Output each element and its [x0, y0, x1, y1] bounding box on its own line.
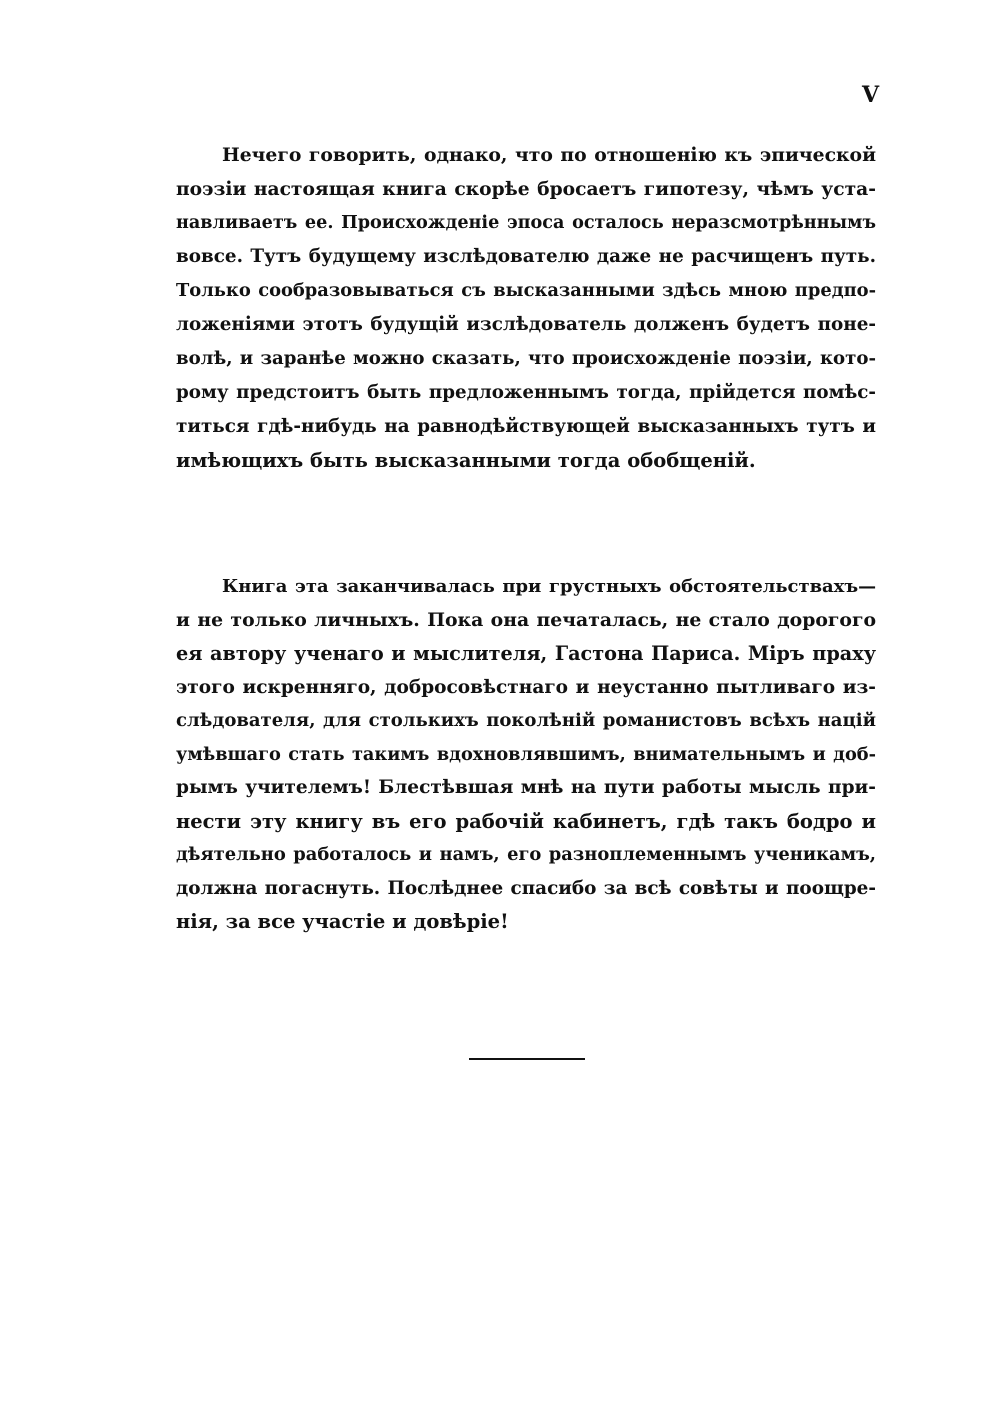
text-line: ея автору ученаго и мыслителя, Гастона Париса. Міръ праху [176, 642, 876, 665]
text-line: Только сообразовываться съ высказанными здѣсь мною предпо- [176, 280, 876, 301]
text-line: дѣятельно работалось и намъ, его разноплеменнымъ ученикамъ, [176, 844, 876, 865]
text-line: слѣдователя, для столькихъ поколѣній романистовъ всѣхъ націй [176, 710, 876, 731]
text-line: умѣвшаго стать такимъ вдохновлявшимъ, внимательнымъ и доб- [176, 743, 876, 765]
text-line: титься гдѣ-нибудь на равнодѣйствующей высказанныхъ тутъ и [176, 416, 876, 437]
text-line: рымъ учителемъ! Блестѣвшая мнѣ на пути работы мысль при- [176, 777, 876, 798]
text-line: должна погаснуть. Послѣднее спасибо за всѣ совѣты и поощре- [176, 877, 876, 899]
paragraph-epic-poetry [176, 138, 876, 478]
text-line: нести эту книгу въ его рабочій кабинетъ, гдѣ такъ бодро и [176, 809, 876, 833]
text-line: этого искренняго, добросовѣстнаго и неустанно пытливаго из- [176, 676, 876, 698]
text-line: поэзіи настоящая книга скорѣе бросаетъ гипотезу, чѣмъ уста- [176, 178, 876, 200]
text-line: имѣющихъ быть высказанными тогда обобщеній. [176, 449, 756, 472]
text-line: Книга эта заканчивалась при грустныхъ обстоятельствахъ— [222, 576, 876, 597]
text-line: Нечего говорить, однако, что по отношенію къ эпической [222, 144, 876, 166]
text-line: нія, за все участіе и довѣріе! [176, 910, 509, 933]
text-line: рому предстоитъ быть предложеннымъ тогда, прійдется помѣс- [176, 382, 876, 403]
text-line: ложеніями этотъ будущій изслѣдователь долженъ будетъ поне- [176, 314, 876, 335]
page-number: V [862, 82, 880, 108]
paragraph-gaston-paris [176, 570, 876, 939]
text-line: волѣ, и заранѣе можно сказать, что происхожденіе поэзіи, кото- [176, 348, 876, 369]
text-line: и не только личныхъ. Пока она печаталась, не стало дорогого [176, 608, 876, 631]
closing-rule [469, 1058, 585, 1060]
text-line: вовсе. Тутъ будущему изслѣдователю даже не расчищенъ путь. [176, 246, 876, 267]
text-line: навливаетъ ее. Происхожденіе эпоса осталось неразсмотрѣннымъ [176, 212, 876, 233]
